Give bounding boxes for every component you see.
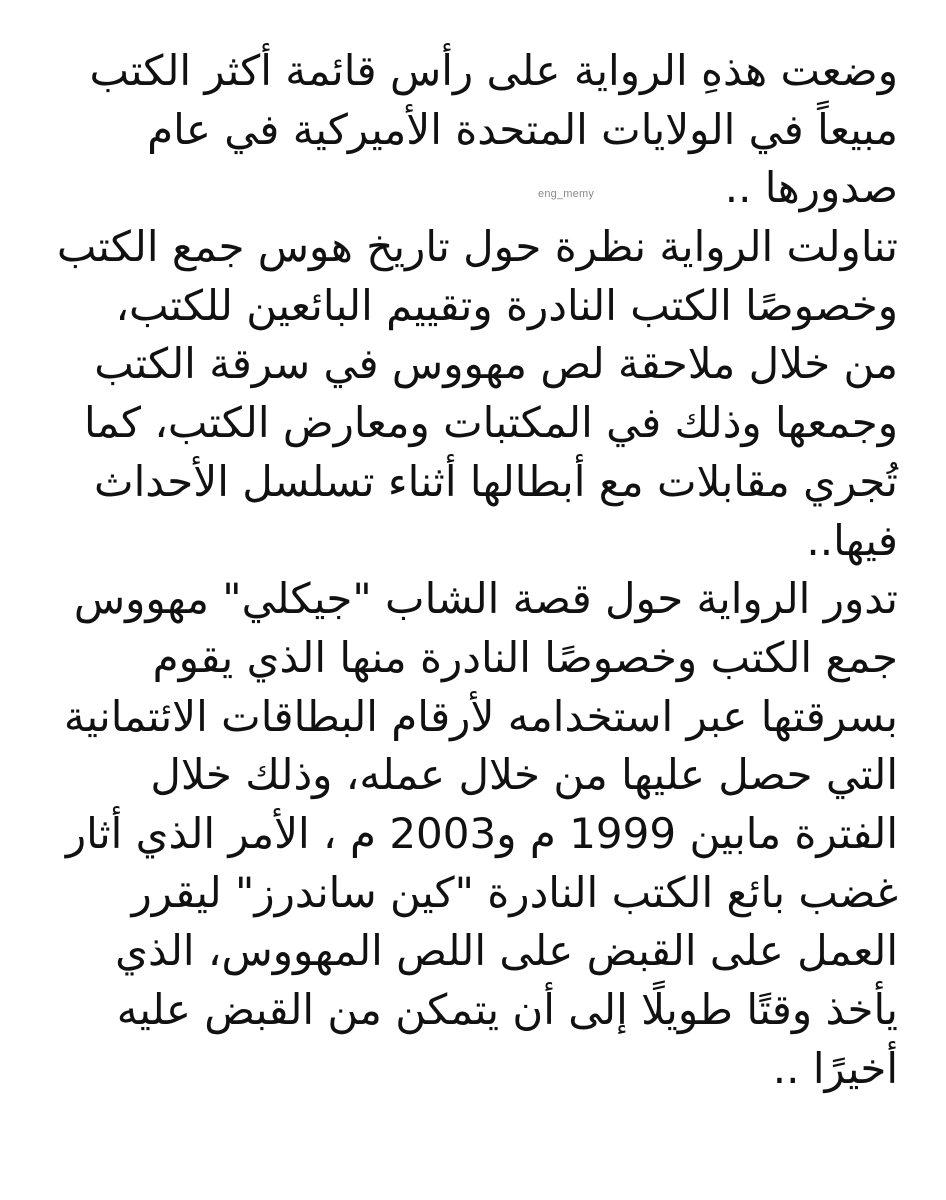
text-line: من خلال ملاحقة لص مهووس في سرقة الكتب xyxy=(94,339,898,389)
text-line: التي حصل عليها من خلال عمله، وذلك خلال xyxy=(150,750,898,800)
text-line: صدورها .. xyxy=(724,163,898,213)
text-line: مبيعاً في الولايات المتحدة الأميركية في عام xyxy=(147,104,898,154)
text-line: غضب بائع الكتب النادرة "كين ساندرز" ليقرر xyxy=(131,867,898,917)
text-line: وجمعها وذلك في المكتبات ومعارض الكتب، كما xyxy=(83,398,898,448)
watermark: eng_memy xyxy=(538,188,595,200)
text-line: تُجري مقابلات مع أبطالها أثناء تسلسل الأحداث xyxy=(94,456,898,506)
article-text xyxy=(38,42,898,1098)
text-line: وضعت هذهِ الرواية على رأس قائمة أكثر الكتب xyxy=(89,46,898,95)
text-line: العمل على القبض على اللص المهووس، الذي xyxy=(115,926,898,976)
text-line: يأخذ وقتًا طويلًا إلى أن يتمكن من القبض عليه xyxy=(116,985,898,1034)
text-line: جمع الكتب وخصوصًا النادرة منها الذي يقوم xyxy=(152,632,898,682)
text-line: بسرقتها عبر استخدامه لأرقام البطاقات الائتمانية xyxy=(63,691,898,741)
text-line: تدور الرواية حول قصة الشاب "جيكلي" مهووس xyxy=(73,574,898,624)
text-line: الفترة مابين 1999 م و2003 م ، الأمر الذي أثار xyxy=(65,808,898,858)
text-line: فيها.. xyxy=(806,515,898,565)
text-line: تناولت الرواية نظرة حول تاريخ هوس جمع الكتب xyxy=(56,222,898,272)
text-line: وخصوصًا الكتب النادرة وتقييم البائعين للكتب، xyxy=(115,280,898,330)
text-line: أخيرًا .. xyxy=(772,1043,898,1093)
